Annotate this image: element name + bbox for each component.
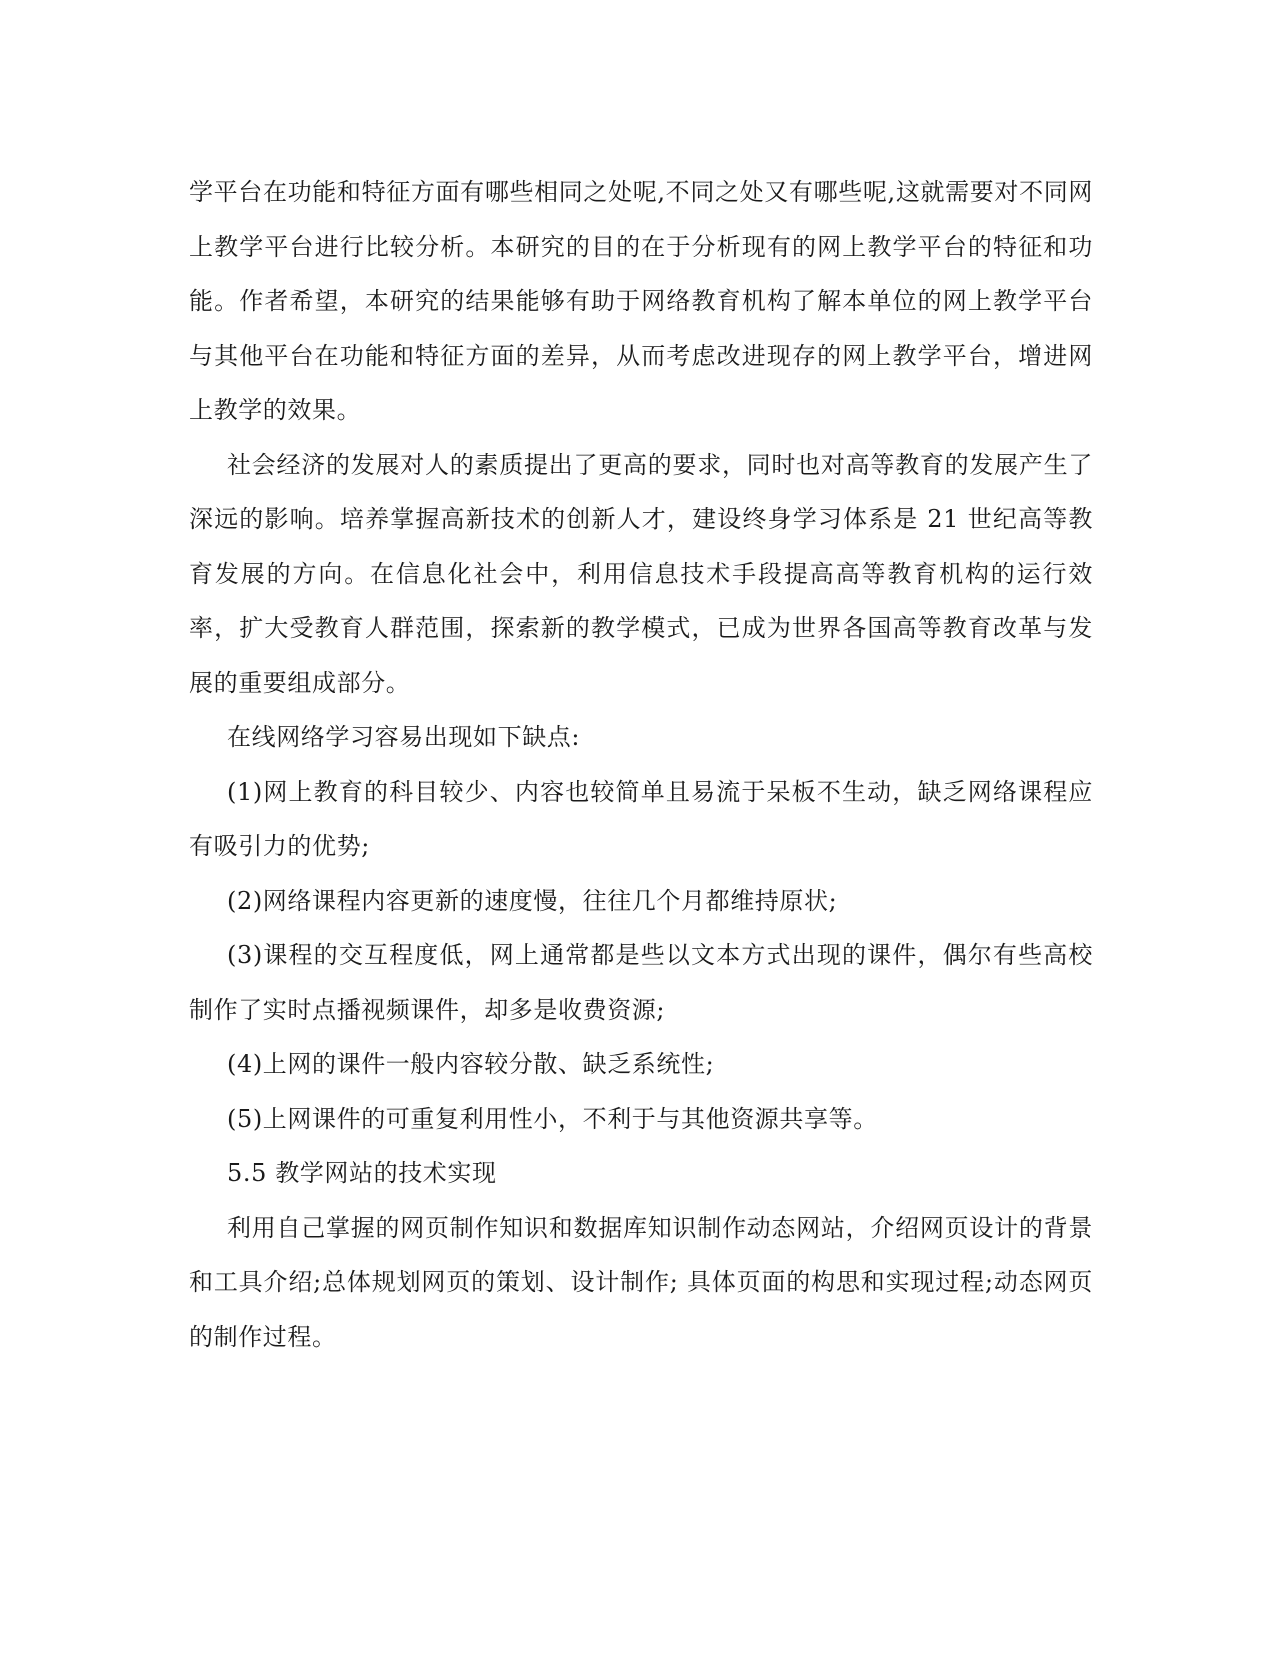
list-item-drawback-4: (4)上网的课件一般内容较分散、缺乏系统性; <box>227 1050 715 1078</box>
list-item-drawback-3: (3)课程的交互程度低，网上通常都是些以文本方式出现的课件，偶尔有些高校制作了实时点播视频课件，却多是收费资源; <box>189 941 1093 1024</box>
list-item-drawback-5: (5)上网课件的可重复利用性小，不利于与其他资源共享等。 <box>227 1104 878 1133</box>
section-heading-5-5: 5.5 教学网站的技术实现 <box>227 1159 497 1187</box>
paragraph-social-economy: 社会经济的发展对人的素质提出了更高的要求，同时也对高等教育的发展产生了深远的影响。培养掌握高新技术的创新人才，建设终身学习体系是 21 世纪高等教育发展的方向。在信息化社会中，利用信息技术手段提高高等教育机构的运行效率，扩大受教育人群范围，探索新的教学模式，已成为世界各国高等教育改革与发展的重要组成部分。 <box>189 450 1093 697</box>
document-body <box>189 165 1093 1364</box>
paragraph-drawbacks-intro: 在线网络学习容易出现如下缺点: <box>227 723 581 751</box>
list-item-drawback-1: (1)网上教育的科目较少、内容也较简单且易流于呆板不生动，缺乏网络课程应有吸引力的优势; <box>189 777 1093 860</box>
list-item-drawback-2: (2)网络课程内容更新的速度慢，往往几个月都维持原状; <box>227 886 838 915</box>
paragraph-technical-implementation: 利用自己掌握的网页制作知识和数据库知识制作动态网站，介绍网页设计的背景和工具介绍;总体规划网页的策划、设计制作; 具体页面的构思和实现过程;动态网页的制作过程。 <box>189 1213 1093 1351</box>
paragraph-continuation: 学平台在功能和特征方面有哪些相同之处呢,不同之处又有哪些呢,这就需要对不同网上教学平台进行比较分析。本研究的目的在于分析现有的网上教学平台的特征和功能。作者希望，本研究的结果能够有助于网络教育机构了解本单位的网上教学平台与其他平台在功能和特征方面的差异，从而考虑改进现存的网上教学平台，增进网上教学的效果。 <box>189 178 1093 424</box>
